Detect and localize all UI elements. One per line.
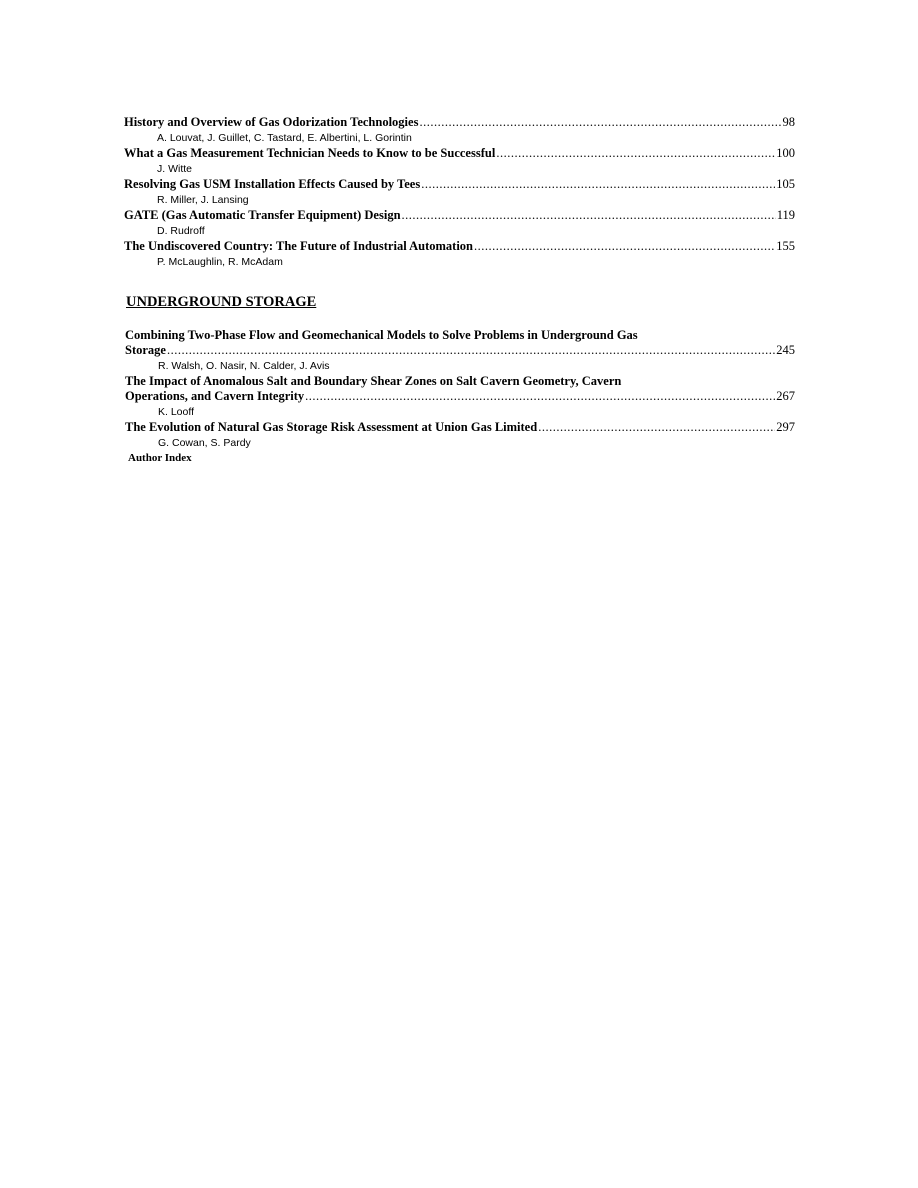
leader-dots: [167, 343, 775, 358]
page-number[interactable]: 119: [776, 208, 795, 222]
entry-authors: K. Looff: [158, 406, 195, 418]
toc-entry: [124, 208, 795, 239]
section-heading: UNDERGROUND STORAGE: [126, 294, 317, 310]
entry-title[interactable]: History and Overview of Gas Odorization Technologies: [124, 115, 419, 129]
toc-entry: [124, 146, 795, 177]
entry-title[interactable]: The Evolution of Natural Gas Storage Risk Assessment at Union Gas Limited: [125, 420, 538, 434]
entry-title-line1[interactable]: The Impact of Anomalous Salt and Boundary Shear Zones on Salt Cavern Geometry, Cavern: [125, 374, 622, 388]
toc-entry: [125, 374, 795, 420]
leader-dots: [496, 146, 775, 161]
entry-title-line1[interactable]: Combining Two-Phase Flow and Geomechanical Models to Solve Problems in Underground Gas: [125, 328, 638, 342]
page-number[interactable]: 267: [776, 389, 795, 403]
toc-entry: [124, 177, 795, 208]
toc-entry: [124, 115, 795, 146]
leader-dots: [538, 420, 775, 435]
entry-title[interactable]: What a Gas Measurement Technician Needs to Know to be Successful: [124, 146, 496, 160]
page-number[interactable]: 100: [776, 146, 795, 160]
entry-title[interactable]: The Undiscovered Country: The Future of Industrial Automation: [124, 239, 473, 253]
leader-dots: [402, 208, 776, 223]
entry-title-line2[interactable]: Storage: [125, 343, 166, 357]
entry-authors: G. Cowan, S. Pardy: [158, 437, 251, 449]
page-number[interactable]: 98: [782, 115, 795, 129]
toc-list-underground-storage: [125, 328, 795, 465]
entry-authors: J. Witte: [157, 163, 193, 175]
toc-list-gas-measurement: [124, 115, 795, 270]
entry-authors: R. Walsh, O. Nasir, N. Calder, J. Avis: [158, 360, 330, 372]
entry-authors: D. Rudroff: [157, 225, 205, 237]
page-number[interactable]: 245: [776, 343, 795, 357]
entry-authors: A. Louvat, J. Guillet, C. Tastard, E. Albertini, L. Gorintin: [157, 132, 412, 144]
page-number[interactable]: 155: [776, 239, 795, 253]
toc-entry: [124, 239, 795, 270]
entry-authors: P. McLaughlin, R. McAdam: [157, 256, 283, 268]
page-number[interactable]: 297: [776, 420, 795, 434]
leader-dots: [419, 115, 781, 130]
page-number[interactable]: 105: [776, 177, 795, 191]
entry-title[interactable]: Resolving Gas USM Installation Effects Caused by Tees: [124, 177, 421, 191]
leader-dots: [305, 389, 775, 404]
entry-title[interactable]: GATE (Gas Automatic Transfer Equipment) Design: [124, 208, 401, 222]
toc-entry: [125, 328, 795, 374]
leader-dots: [421, 177, 775, 192]
leader-dots: [474, 239, 775, 254]
toc-entry: [125, 420, 795, 451]
entry-authors: R. Miller, J. Lansing: [157, 194, 249, 206]
author-index-link[interactable]: Author Index: [128, 452, 192, 464]
entry-title-line2[interactable]: Operations, and Cavern Integrity: [125, 389, 305, 403]
